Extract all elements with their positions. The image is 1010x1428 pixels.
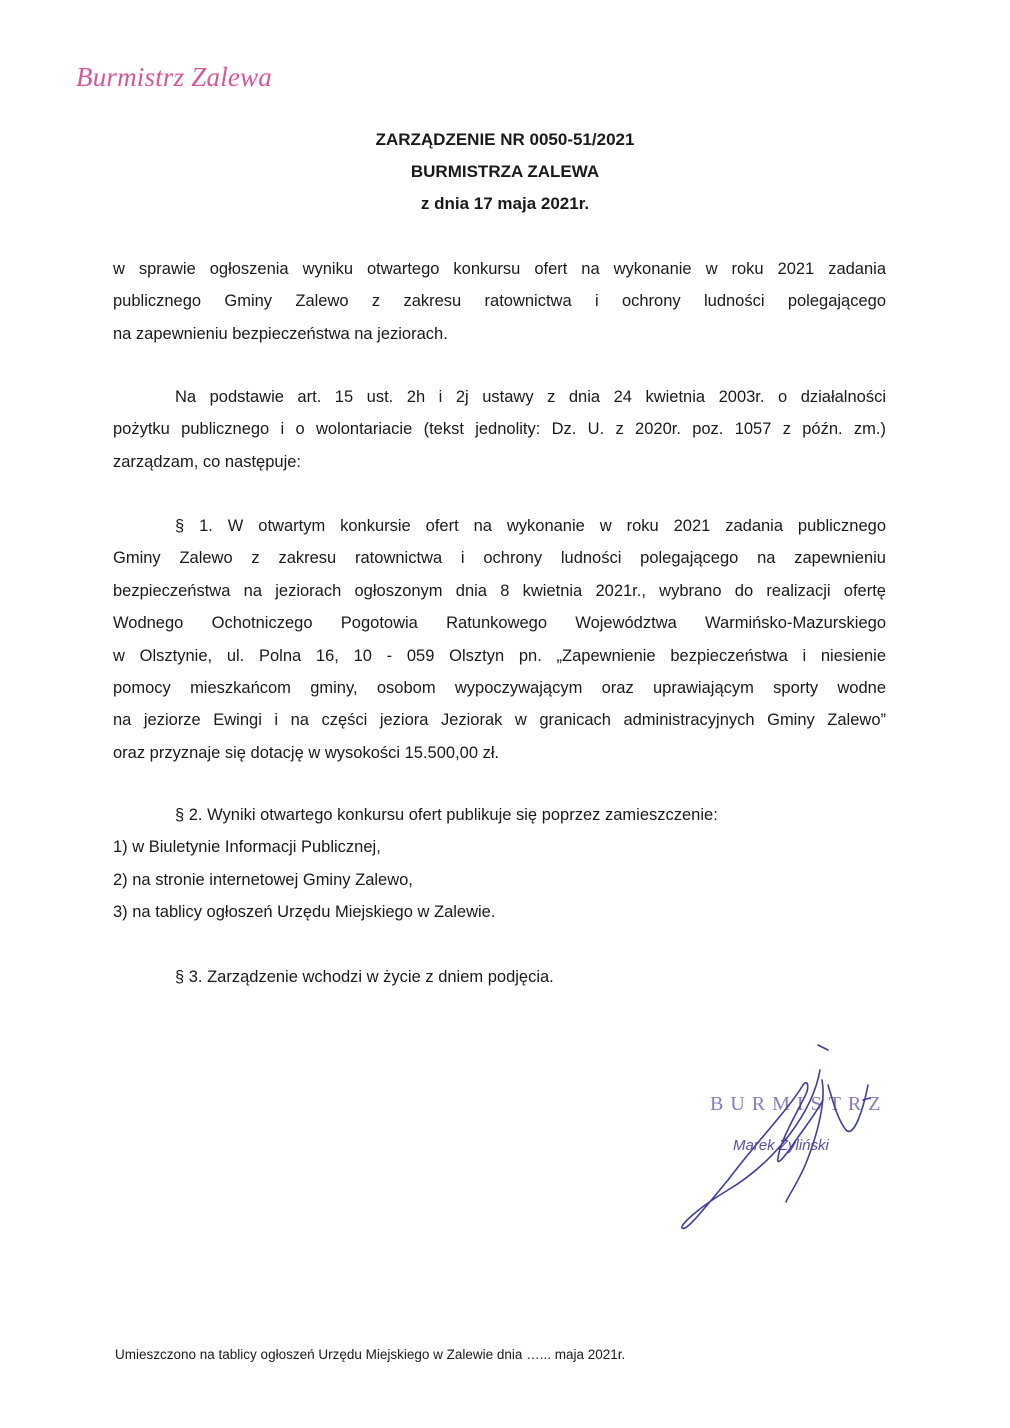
title-line-1: ZARZĄDZENIE NR 0050-51/2021 xyxy=(375,130,635,149)
title-line-3: z dnia 17 maja 2021r. xyxy=(420,194,590,213)
posting-note: Umieszczono na tablicy ogłoszeń Urzędu Miejskiego w Zalewie dnia …... maja 2021r. xyxy=(115,1347,626,1362)
subject-paragraph xyxy=(113,253,886,350)
title-line-2: BURMISTRZA ZALEWA xyxy=(410,162,600,181)
basis-line: zarządzam, co następuje: xyxy=(113,452,302,471)
signature-icon xyxy=(668,1040,888,1240)
section-1-line: Wodnego Ochotniczego Pogotowia Ratunkowego Województwa Warmińsko-Mazurskiego xyxy=(113,614,886,633)
section-1-line: pomocy mieszkańcom gminy, osobom wypoczywającym oraz uprawiającym sporty wodne xyxy=(113,678,886,697)
list-item: 2) na stronie internetowej Gminy Zalewo, xyxy=(113,871,413,889)
subject-line: publicznego Gminy Zalewo z zakresu ratownictwa i ochrony ludności polegającego xyxy=(113,292,886,311)
section-3: § 3. Zarządzenie wchodzi w życie z dniem podjęcia. xyxy=(175,968,554,986)
section-1-line: oraz przyznaje się dotację w wysokości 15.500,00 zł. xyxy=(113,743,500,762)
section-2-intro: § 2. Wyniki otwartego konkursu ofert publikuje się poprzez zamieszczenie: xyxy=(175,806,718,824)
basis-line: pożytku publicznego i o wolontariacie (tekst jednolity: Dz. U. z 2020r. poz. 1057 z późn. zm.) xyxy=(113,420,886,439)
section-1-line: § 1. W otwartym konkursie ofert na wykonanie w roku 2021 zadania publicznego xyxy=(175,517,886,535)
letterhead: Burmistrz Zalewa xyxy=(76,62,272,92)
section-1-line: bezpieczeństwa na jeziorach ogłoszonym dnia 8 kwietnia 2021r., wybrano do realizacji ofertę xyxy=(113,581,886,600)
mayor-stamp-title: BURMISTRZ xyxy=(710,1093,888,1115)
list-item: 1) w Biuletynie Informacji Publicznej, xyxy=(113,838,381,856)
legal-basis-paragraph xyxy=(113,381,886,478)
section-1-line: Gminy Zalewo z zakresu ratownictwa i ochrony ludności polegającego na zapewnieniu xyxy=(113,549,886,568)
subject-line: na zapewnieniu bezpieczeństwa na jeziorach. xyxy=(113,324,448,343)
section-1-line: w Olsztynie, ul. Polna 16, 10 - 059 Olsztyn pn. „Zapewnienie bezpieczeństwa i niesienie xyxy=(113,646,886,665)
basis-line: Na podstawie art. 15 ust. 2h i 2j ustawy z dnia 24 kwietnia 2003r. o działalności xyxy=(175,388,886,406)
mayor-stamp-name: Marek Żyliński xyxy=(733,1137,829,1154)
list-item: 3) na tablicy ogłoszeń Urzędu Miejskiego w Zalewie. xyxy=(113,903,496,921)
section-1-paragraph xyxy=(113,510,886,769)
document-title xyxy=(0,124,1010,220)
section-1-line: na jeziorze Ewingi i na części jeziora Jeziorak w granicach administracyjnych Gminy Zalewo” xyxy=(113,711,886,730)
subject-line: w sprawie ogłoszenia wyniku otwartego konkursu ofert na wykonanie w roku 2021 zadania xyxy=(113,260,886,278)
